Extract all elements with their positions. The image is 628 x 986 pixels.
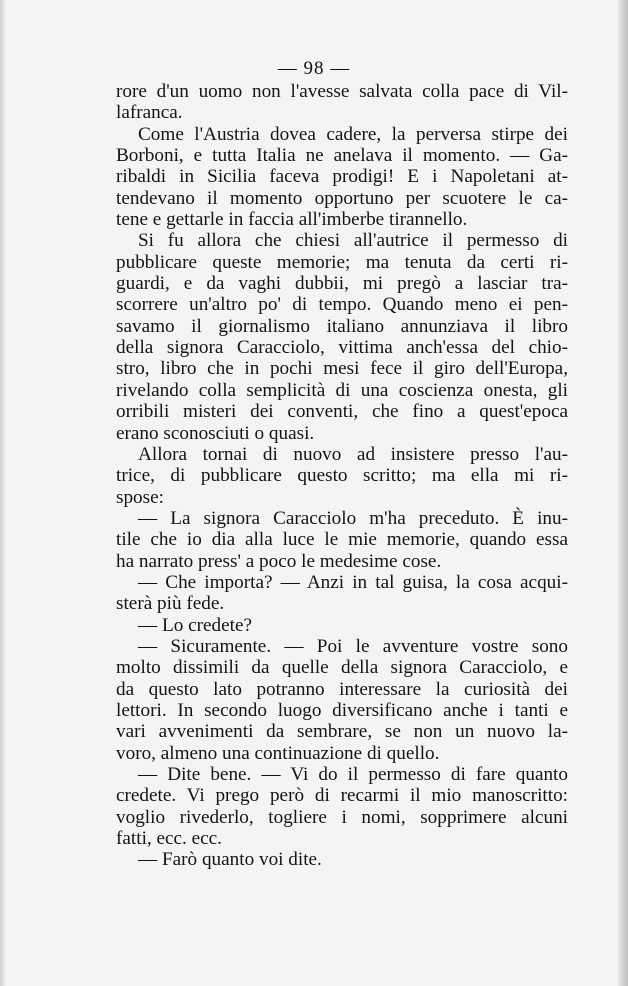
text-line: Borboni, e tutta Italia ne anelava il momento. — Ga- bbox=[116, 145, 568, 167]
text-line: trice, di pubblicare questo scritto; ma ella mi ri- bbox=[116, 465, 568, 487]
text-line: — Dite bene. — Vi do il permesso di fare quanto bbox=[138, 764, 568, 785]
text-line: Come l'Austria dovea cadere, la perversa stirpe dei bbox=[138, 123, 568, 145]
page-left-edge bbox=[0, 0, 6, 986]
text-line: guardi, e da vaghi dubbii, mi pregò a lasciar tra- bbox=[116, 273, 568, 295]
text-line: — La signora Caracciolo m'ha preceduto. È inu- bbox=[138, 507, 568, 529]
text-line: spose: bbox=[116, 486, 164, 508]
text-line: tile che io dia alla luce le mie memorie, quando essa bbox=[116, 529, 568, 551]
text-line: della signora Caracciolo, vittima anch'essa del chio- bbox=[116, 337, 568, 359]
text-line: orribili misteri dei conventi, che fino a quest'epoca bbox=[116, 401, 568, 423]
text-line: lettori. In secondo luogo diversificano anche i tanti e bbox=[116, 699, 568, 721]
text-line: lafranca. bbox=[116, 102, 183, 124]
page-number: — 98 — bbox=[277, 58, 351, 79]
text-line: vari avvenimenti da sembrare, se non un nuovo la- bbox=[116, 721, 568, 743]
text-line: — Farò quanto voi dite. bbox=[138, 849, 322, 871]
text-line: fatti, ecc. ecc. bbox=[116, 828, 222, 850]
text-line: pubblicare queste memorie; ma tenuta da certi ri- bbox=[116, 251, 568, 273]
text-line: savamo il giornalismo italiano annunziava il libro bbox=[116, 315, 568, 337]
text-line: Si fu allora che chiesi all'autrice il permesso di bbox=[138, 230, 568, 252]
text-line: — Lo credete? bbox=[138, 614, 252, 636]
text-line: — Che importa? — Anzi in tal guisa, la cosa acqui- bbox=[138, 571, 568, 593]
text-line: credete. Vi prego però di recarmi il mio manoscritto: bbox=[116, 785, 568, 807]
text-line: stro, libro che in pochi mesi fece il giro dell'Europa, bbox=[116, 358, 568, 380]
text-line: ha narrato press' a poco le medesime cose. bbox=[116, 550, 442, 572]
text-line: tendevano il momento opportuno per scuotere le ca- bbox=[116, 187, 568, 209]
text-line: voro, almeno una continuazione di quello. bbox=[116, 742, 440, 764]
text-line: voglio rivederlo, togliere i nomi, sopprimere alcuni bbox=[116, 806, 568, 828]
text-line: tene e gettarle in faccia all'imberbe tirannello. bbox=[116, 209, 468, 231]
text-line: erano sconosciuti o quasi. bbox=[116, 422, 315, 444]
text-line: ribaldi in Sicilia faceva prodigi! E i Napoletani at- bbox=[116, 166, 568, 188]
text-line: rore d'un uomo non l'avesse salvata colla pace di Vil- bbox=[116, 81, 568, 102]
text-line: Allora tornai di nuovo ad insistere presso l'au- bbox=[138, 443, 568, 465]
body-text bbox=[116, 81, 568, 871]
text-line: molto dissimili da quelle della signora Caracciolo, e bbox=[116, 657, 568, 679]
page-right-edge bbox=[618, 0, 628, 986]
text-line: sterà più fede. bbox=[116, 593, 225, 615]
text-line: rivelando colla semplicità di una coscienza onesta, gli bbox=[116, 379, 568, 401]
text-line: — Sicuramente. — Poi le avventure vostre sono bbox=[138, 635, 568, 657]
text-line: da questo lato potranno interessare la curiosità dei bbox=[116, 678, 568, 700]
text-line: scorrere un'altro po' di tempo. Quando meno ei pen- bbox=[116, 294, 568, 316]
